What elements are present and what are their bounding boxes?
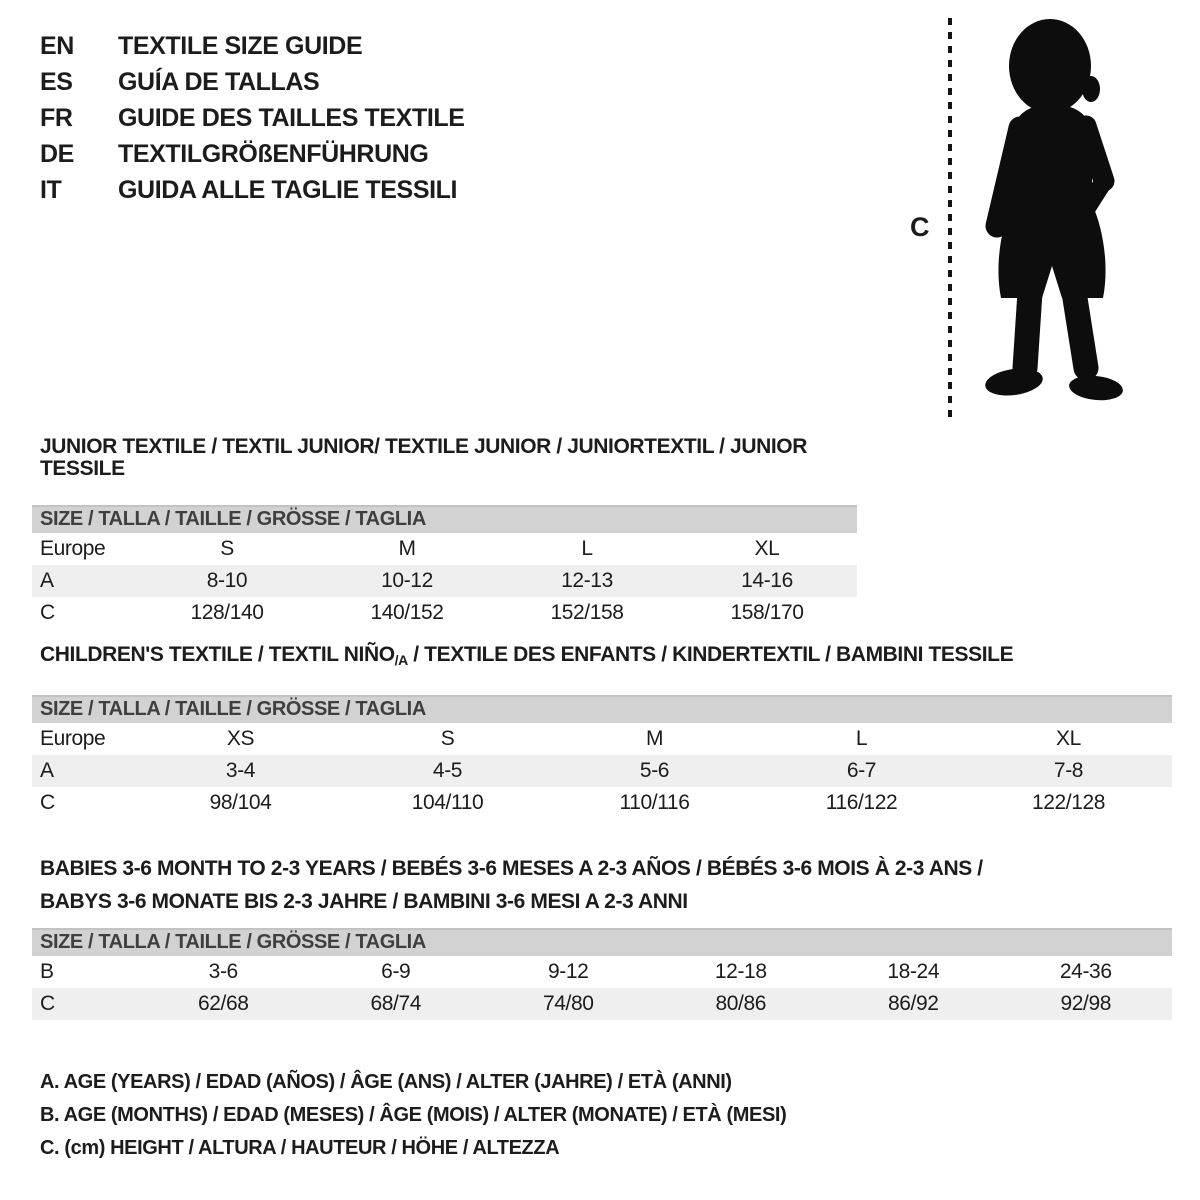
language-name: TEXTILGRÖßENFÜHRUNG — [118, 139, 429, 168]
junior-europe-row — [32, 533, 857, 565]
children-europe-row — [32, 723, 1172, 755]
size-cell: 3-6 — [208, 960, 238, 983]
size-cell: 3-4 — [225, 759, 256, 782]
size-cell: 14-16 — [741, 569, 793, 592]
size-cell: 6-7 — [846, 759, 877, 782]
nino-a-subscript: /A — [394, 652, 408, 668]
language-code: DE — [40, 139, 74, 168]
language-row-de — [40, 136, 465, 172]
size-cell: 98/104 — [209, 791, 272, 814]
size-cell: 8-10 — [206, 569, 248, 592]
language-row-fr — [40, 100, 465, 136]
junior-size-header-bar: SIZE / TALLA / TAILLE / GRÖSSE / TAGLIA — [32, 505, 857, 533]
size-cell: XL — [754, 537, 780, 560]
size-cell: 110/116 — [619, 791, 690, 814]
language-code: EN — [40, 31, 74, 60]
size-cell: 116/122 — [825, 791, 898, 814]
size-cell: 122/128 — [1031, 791, 1106, 814]
size-cell: L — [855, 727, 868, 750]
size-cell: 74/80 — [542, 992, 594, 1015]
language-code: FR — [40, 103, 73, 132]
size-cell: 12-13 — [561, 569, 613, 592]
language-row-it — [40, 172, 465, 208]
size-cell: 6-9 — [381, 960, 411, 983]
children-size-header-bar: SIZE / TALLA / TAILLE / GRÖSSE / TAGLIA — [32, 695, 1172, 723]
language-name: GUIDE DES TAILLES TEXTILE — [118, 103, 465, 132]
row-label-cell: C — [40, 601, 55, 624]
height-dashed-line — [948, 18, 952, 417]
size-cell: 80/86 — [715, 992, 767, 1015]
children-age-row — [32, 755, 1172, 787]
babies-title-line2: BABYS 3-6 MONATE BIS 2-3 JAHRE / BAMBINI 3-6 MESI A 2-3 ANNI — [40, 890, 688, 913]
language-code: IT — [40, 175, 62, 204]
size-cell: 158/170 — [730, 601, 804, 624]
size-cell: 62/68 — [197, 992, 249, 1015]
row-label-cell: C — [40, 791, 55, 814]
size-cell: 128/140 — [190, 601, 264, 624]
junior-size-table — [32, 533, 857, 629]
legend-line-b: B. AGE (MONTHS) / EDAD (MESES) / ÂGE (MOIS) / ALTER (MONATE) / ETÀ (MESI) — [40, 1104, 787, 1126]
size-cell: 104/110 — [411, 791, 484, 814]
size-cell: 12-18 — [714, 960, 767, 983]
size-cell: S — [220, 537, 234, 560]
language-code: ES — [40, 67, 73, 96]
junior-section — [32, 436, 857, 629]
babies-height-row — [32, 988, 1172, 1020]
babies-size-table — [32, 956, 1172, 1020]
size-cell: 18-24 — [887, 960, 940, 983]
legend-line-a: A. AGE (YEARS) / EDAD (AÑOS) / ÂGE (ANS) / ALTER (JAHRE) / ETÀ (ANNI) — [40, 1071, 732, 1093]
children-section — [32, 644, 1172, 819]
size-cell: 24-36 — [1059, 960, 1112, 983]
legend — [40, 1066, 786, 1165]
language-name: GUÍA DE TALLAS — [118, 67, 320, 96]
language-name: TEXTILE SIZE GUIDE — [118, 31, 363, 60]
size-cell: 10-12 — [381, 569, 433, 592]
babies-size-header-bar: SIZE / TALLA / TAILLE / GRÖSSE / TAGLIA — [32, 928, 1172, 956]
children-size-table — [32, 723, 1172, 819]
size-cell: 68/74 — [370, 992, 422, 1015]
size-cell: 140/152 — [370, 601, 444, 624]
measure-c-label: C — [910, 212, 930, 242]
row-label-cell: C — [40, 992, 55, 1015]
junior-age-row — [32, 565, 857, 597]
language-list — [40, 28, 465, 208]
row-label-cell: B — [40, 960, 54, 983]
row-label-cell: A — [40, 569, 54, 592]
size-cell: L — [581, 537, 593, 560]
size-cell: XS — [226, 727, 255, 750]
row-label-cell: Europe — [40, 537, 106, 560]
size-cell: 92/98 — [1060, 992, 1112, 1015]
children-section-title: CHILDREN'S TEXTILE / TEXTIL NIÑO/A / TEXTILE DES ENFANTS / KINDERTEXTIL / BAMBINI TESSILE — [40, 643, 1014, 668]
child-height-figure — [900, 0, 1200, 430]
junior-height-row — [32, 597, 857, 629]
size-cell: 9-12 — [548, 960, 589, 983]
row-label-cell: A — [40, 759, 54, 782]
language-row-en — [40, 28, 465, 64]
babies-months-row — [32, 956, 1172, 988]
babies-title-line1: BABIES 3-6 MONTH TO 2-3 YEARS / BEBÉS 3-6 MESES A 2-3 AÑOS / BÉBÉS 3-6 MOIS À 2-3 ANS / — [40, 857, 983, 880]
junior-section-title: JUNIOR TEXTILE / TEXTIL JUNIOR/ TEXTILE JUNIOR / JUNIORTEXTIL / JUNIOR TESSILE — [40, 435, 807, 480]
size-cell: 152/158 — [550, 601, 624, 624]
babies-section-title — [32, 852, 1172, 918]
babies-section — [32, 852, 1172, 1020]
size-cell: S — [440, 727, 455, 750]
size-cell: 86/92 — [887, 992, 939, 1015]
toddler-silhouette-icon — [970, 16, 1135, 414]
size-cell: 7-8 — [1053, 759, 1084, 782]
size-cell: M — [398, 537, 416, 560]
row-label-cell: Europe — [40, 727, 106, 750]
language-name: GUIDA ALLE TAGLIE TESSILI — [118, 175, 458, 204]
size-cell: XL — [1056, 727, 1081, 750]
language-row-es — [40, 64, 465, 100]
children-height-row — [32, 787, 1172, 819]
size-cell: 5-6 — [639, 759, 670, 782]
legend-line-c: C. (cm) HEIGHT / ALTURA / HAUTEUR / HÖHE / ALTEZZA — [40, 1137, 560, 1159]
size-cell: 4-5 — [432, 759, 463, 782]
size-cell: M — [645, 727, 664, 750]
